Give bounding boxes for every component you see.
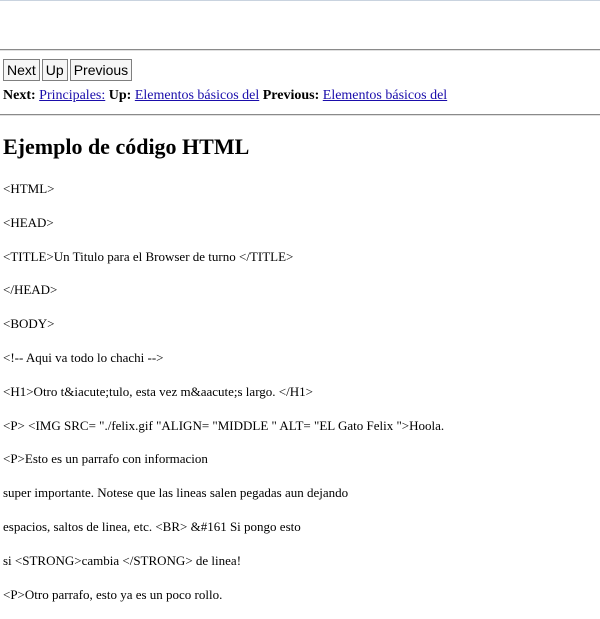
nav-divider [0, 114, 600, 116]
code-line: <TITLE>Un Titulo para el Browser de turno </TITLE> [3, 248, 294, 264]
next-link[interactable]: Principales: [39, 88, 106, 103]
next-button[interactable]: Next [3, 59, 40, 81]
code-line: <P>Esto es un parrafo con informacion [3, 451, 208, 467]
code-line: espacios, saltos de linea, etc. <BR> &#161 Si pongo esto [3, 518, 301, 534]
code-line: si <STRONG>cambia </STRONG> de linea! [3, 552, 242, 568]
page-title: Ejemplo de código HTML [3, 134, 250, 159]
top-divider [0, 49, 600, 51]
code-line: <HEAD> [3, 214, 54, 230]
code-line: <HTML> [3, 181, 55, 196]
code-line: <BODY> [3, 316, 55, 332]
navigation-links [3, 87, 447, 105]
up-label: Up: [108, 88, 132, 103]
code-line: <P>Otro parrafo, esto ya es un poco rollo. [3, 586, 223, 602]
up-link[interactable]: Elementos básicos del [134, 88, 260, 103]
code-line: <!-- Aqui va todo lo chachi --> [3, 349, 164, 365]
navigation-buttons [3, 59, 132, 81]
window-top-edge [0, 0, 600, 1]
code-listing [3, 180, 598, 619]
up-button[interactable]: Up [42, 59, 68, 81]
code-line: <P> <IMG SRC= "./felix.gif "ALIGN= "MIDDLE " ALT= "EL Gato Felix ">Hoola. [3, 417, 445, 433]
code-line: </HEAD> [3, 282, 58, 298]
previous-link[interactable]: Elementos básicos del [322, 88, 448, 103]
code-line: super importante. Notese que las lineas salen pegadas aun dejando [3, 485, 349, 501]
previous-button[interactable]: Previous [70, 59, 132, 81]
next-label: Next: [3, 88, 36, 103]
previous-label: Previous: [262, 88, 320, 103]
code-line: <H1>Otro t&iacute;tulo, esta vez m&aacute;s largo. </H1> [3, 383, 313, 399]
